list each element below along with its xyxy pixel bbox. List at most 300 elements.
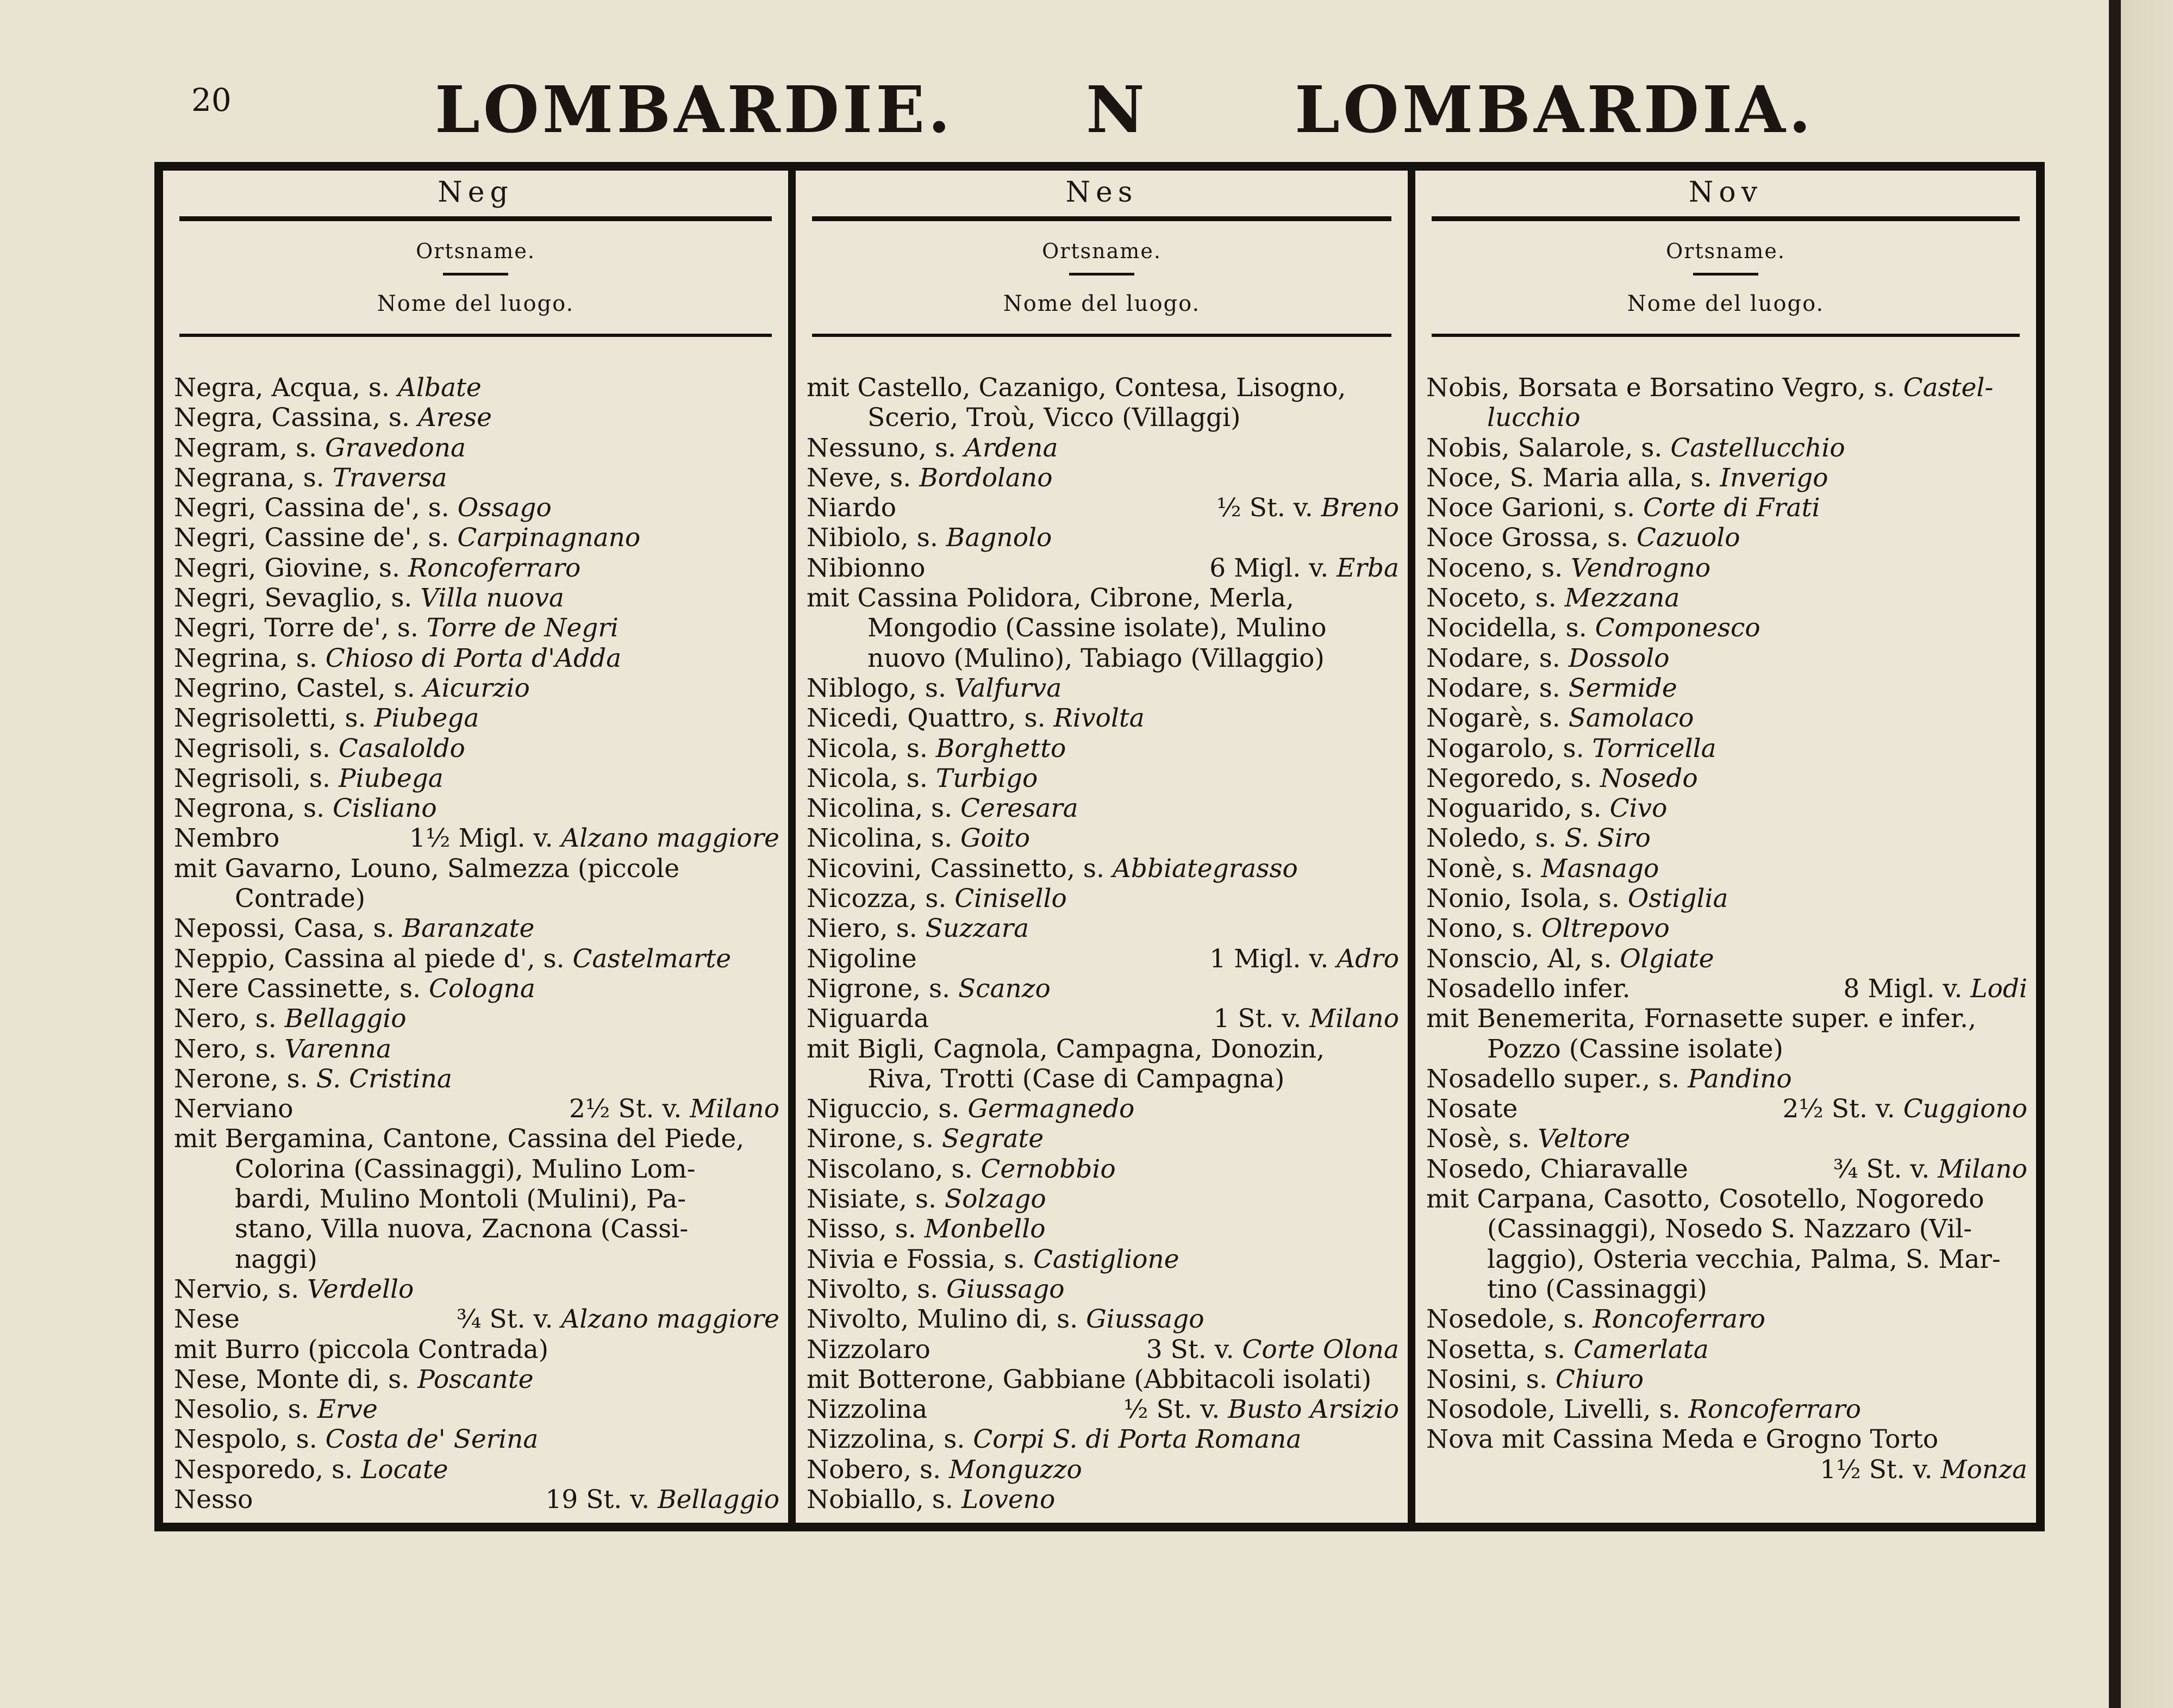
entry-row xyxy=(807,793,1399,823)
entry-row xyxy=(1426,403,2027,433)
entry-parish: Scanzo xyxy=(958,973,1051,1004)
entry-row xyxy=(174,914,779,943)
entry-place: Negrino, Castel, s. xyxy=(174,673,423,703)
entry-place: mit Bigli, Cagnola, Campagna, Donozin, xyxy=(807,1034,1325,1064)
distance-value: 2½ St. v. xyxy=(1782,1094,1903,1124)
entry-place: Nessuno, s. xyxy=(807,433,964,463)
entry-place: Nisso, s. xyxy=(807,1214,925,1244)
entry-place: bardi, Mulino Montoli (Mulini), Pa- xyxy=(235,1184,686,1215)
entry-place: mit Botterone, Gabbiane (Abbitacoli isolati) xyxy=(807,1364,1372,1394)
entry-row xyxy=(174,823,779,853)
entry-place: Nivia e Fossia, s. xyxy=(807,1244,1033,1274)
entry-row xyxy=(1426,1034,2027,1064)
entry-row xyxy=(174,1394,779,1424)
entry-place: Nosedo, Chiaravalle xyxy=(1426,1154,1688,1184)
entry-parish: Goito xyxy=(960,823,1031,854)
entry-parish: Torricella xyxy=(1592,733,1716,764)
entry-parish: Bagnolo xyxy=(946,523,1052,553)
distance-town: Cuggiono xyxy=(1903,1094,2027,1124)
entry-row xyxy=(1426,1124,2027,1154)
entry-place: mit Benemerita, Fornasette super. e infer., xyxy=(1426,1004,1977,1034)
entry-distance xyxy=(1146,1335,1399,1365)
divider xyxy=(812,334,1391,337)
entry-parish: Poscante xyxy=(417,1364,534,1394)
entry-place: Nosadello super., s. xyxy=(1426,1063,1688,1094)
entry-parish: Cernobbio xyxy=(981,1154,1116,1184)
entry-place: Negrisoli, s. xyxy=(174,763,339,793)
entry-row xyxy=(1426,643,2027,673)
distance-value: 3 St. v. xyxy=(1146,1334,1242,1365)
entry-parish: Castellucchio xyxy=(1670,433,1845,463)
distance-town: Milano xyxy=(1309,1004,1399,1034)
entry-parish: Bordolano xyxy=(919,462,1053,493)
column-subtitle-it: Nome del luogo. xyxy=(1003,291,1201,316)
entry-row xyxy=(1426,944,2027,974)
entry-row xyxy=(1426,523,2027,553)
entry-place: Nicolina, s. xyxy=(807,793,961,824)
entry-row xyxy=(1426,1244,2027,1274)
entry-row xyxy=(1426,1274,2027,1304)
distance-town: Milano xyxy=(690,1094,779,1124)
entry-parish: Albate xyxy=(397,373,482,403)
entry-place: Nicedi, Quattro, s. xyxy=(807,703,1054,734)
entry-place: naggi) xyxy=(235,1244,317,1274)
entry-place: Negram, s. xyxy=(174,433,325,463)
entry-parish: Locate xyxy=(361,1454,448,1485)
entry-parish: Sermide xyxy=(1568,673,1677,703)
entry-row xyxy=(174,1214,779,1244)
entry-place: mit Carpana, Casotto, Cosotello, Nogoredo xyxy=(1426,1184,1984,1215)
entry-place: Nibiolo, s. xyxy=(807,523,946,553)
entry-row xyxy=(174,1424,779,1454)
entry-place: Nembro xyxy=(174,823,280,854)
column-nes xyxy=(788,171,1408,1523)
entry-row xyxy=(1426,884,2027,914)
entry-distance xyxy=(1214,1004,1399,1034)
entry-place: Nicola, s. xyxy=(807,733,936,764)
distance-value: 1 Migl. v. xyxy=(1209,943,1337,974)
entry-row xyxy=(174,793,779,823)
entry-row xyxy=(1426,463,2027,493)
distance-value: 1 St. v. xyxy=(1213,1004,1310,1034)
entry-place: Nesso xyxy=(174,1484,253,1515)
entry-row xyxy=(807,1274,1399,1304)
entry-row xyxy=(807,1124,1399,1154)
entry-row xyxy=(807,1064,1399,1094)
entry-row xyxy=(1426,1335,2027,1365)
entry-parish: Borghetto xyxy=(935,733,1066,764)
entry-place: Nibionno xyxy=(807,553,926,583)
distance-town: Breno xyxy=(1321,493,1399,523)
entry-row xyxy=(1426,914,2027,943)
distance-town: Alzano maggiore xyxy=(561,823,779,854)
entry-row xyxy=(174,764,779,793)
entry-row xyxy=(174,1154,779,1184)
entry-distance xyxy=(1820,1455,2027,1485)
column-nov xyxy=(1408,171,2036,1523)
entry-distance xyxy=(545,1485,779,1515)
entry-parish: Castelmarte xyxy=(572,943,732,974)
entry-place: Nobero, s. xyxy=(807,1454,949,1485)
entry-parish: Dossolo xyxy=(1568,643,1670,673)
entry-parish: Ceresara xyxy=(960,793,1078,824)
entry-parish: Piubega xyxy=(338,763,444,793)
entry-row xyxy=(1426,764,2027,793)
entry-parish: Casaloldo xyxy=(338,733,465,764)
entry-place: Riva, Trotti (Case di Campagna) xyxy=(867,1063,1285,1094)
entry-row xyxy=(174,463,779,493)
column-title: Neg xyxy=(438,176,514,209)
entry-row xyxy=(807,1154,1399,1184)
entry-parish: Oltrepovo xyxy=(1541,914,1670,944)
entry-row xyxy=(807,553,1399,583)
entry-distance xyxy=(1209,553,1399,583)
entry-place: Negrisoletti, s. xyxy=(174,703,374,734)
entry-row xyxy=(1426,1304,2027,1334)
entry-place: Nerone, s. xyxy=(174,1063,316,1094)
entry-place: Nicozza, s. xyxy=(807,884,955,914)
distance-value: ¾ St. v. xyxy=(457,1304,561,1335)
entry-parish: Chioso di Porta d'Adda xyxy=(325,643,622,673)
entry-row xyxy=(1426,1184,2027,1214)
entry-row xyxy=(1426,613,2027,643)
entry-place: Nesolio, s. xyxy=(174,1394,317,1425)
entry-place: mit Cassina Polidora, Cibrone, Merla, xyxy=(807,583,1294,614)
entry-place: Nivolto, s. xyxy=(807,1274,947,1304)
entry-row xyxy=(174,1304,779,1334)
entry-row xyxy=(807,673,1399,703)
entry-place: Nerviano xyxy=(174,1094,294,1124)
entry-row xyxy=(807,523,1399,553)
entry-row xyxy=(174,373,779,403)
distance-value: ½ St. v. xyxy=(1216,493,1321,523)
entry-parish: Vendrogno xyxy=(1571,553,1711,583)
entry-place: Niguarda xyxy=(807,1004,929,1034)
entry-parish: Pandino xyxy=(1688,1063,1792,1094)
entry-place: Nizzolaro xyxy=(807,1334,931,1365)
column-subtitle-de: Ortsname. xyxy=(1666,239,1785,263)
entry-row xyxy=(174,1274,779,1304)
entry-distance xyxy=(1123,1394,1399,1424)
page-number: 20 xyxy=(191,82,232,118)
entry-place: Nigoline xyxy=(807,943,917,974)
entry-row xyxy=(174,643,779,673)
entry-parish: Cisliano xyxy=(332,793,437,824)
entry-place: Niardo xyxy=(807,493,897,523)
entry-place: Nervio, s. xyxy=(174,1274,308,1304)
entry-row xyxy=(807,403,1399,433)
heading-right: LOMBARDIA. xyxy=(1295,72,1814,147)
entry-row xyxy=(807,944,1399,974)
distance-town: Corte Olona xyxy=(1242,1334,1399,1365)
entry-parish: Masnago xyxy=(1541,853,1659,884)
entry-place: Nosè, s. xyxy=(1426,1124,1538,1154)
entry-parish: Loveno xyxy=(961,1484,1056,1515)
entry-place: Nobiallo, s. xyxy=(807,1484,961,1515)
entry-row xyxy=(1426,1094,2027,1124)
entry-place: mit Burro (piccola Contrada) xyxy=(174,1334,549,1365)
entry-row xyxy=(807,613,1399,643)
distance-town: Adro xyxy=(1337,943,1399,974)
entry-row xyxy=(174,703,779,733)
entry-place: Nirone, s. xyxy=(807,1124,942,1154)
entry-row xyxy=(174,1244,779,1274)
entry-row xyxy=(1426,373,2027,403)
entry-parish: Arese xyxy=(417,403,492,433)
entry-place: Negrana, s. xyxy=(174,462,333,493)
entry-place: Nobis, Salarole, s. xyxy=(1426,433,1671,463)
entry-row xyxy=(807,914,1399,943)
entry-parish: Traversa xyxy=(332,462,447,493)
entry-place: Nosetta, s. xyxy=(1426,1334,1574,1365)
entry-place: Nosadello infer. xyxy=(1426,973,1631,1004)
entry-row xyxy=(807,884,1399,914)
entry-row xyxy=(807,823,1399,853)
entry-parish: Carpinagnano xyxy=(457,523,641,553)
distance-town: Lodi xyxy=(1970,973,2027,1004)
distance-value: 2½ St. v. xyxy=(569,1094,690,1124)
entry-row xyxy=(174,1335,779,1365)
entry-place: Nicola, s. xyxy=(807,763,936,793)
entry-place: Nonio, Isola, s. xyxy=(1426,884,1628,914)
entry-place: Nivolto, Mulino di, s. xyxy=(807,1304,1086,1335)
distance-value: 1½ Migl. v. xyxy=(409,823,561,854)
entry-place: Negri, Sevaglio, s. xyxy=(174,583,421,614)
entry-row xyxy=(174,1064,779,1094)
entry-row xyxy=(174,1124,779,1154)
entry-row xyxy=(1426,1394,2027,1424)
entry-parish: Rivolta xyxy=(1053,703,1145,734)
entry-place: Noceto, s. xyxy=(1426,583,1565,614)
entry-parish: Cologna xyxy=(428,973,535,1004)
entry-parish: S. Cristina xyxy=(316,1063,452,1094)
entry-list xyxy=(1426,373,2027,1485)
entry-row xyxy=(1426,1004,2027,1034)
divider xyxy=(1693,273,1758,276)
entry-row xyxy=(174,613,779,643)
entry-place: Negrona, s. xyxy=(174,793,333,824)
entry-row xyxy=(174,1365,779,1394)
entry-row xyxy=(807,1455,1399,1485)
entry-row xyxy=(174,1455,779,1485)
entry-parish: Camerlata xyxy=(1573,1334,1709,1365)
divider xyxy=(179,216,772,221)
entry-place: Nicovini, Cassinetto, s. xyxy=(807,853,1113,884)
entry-parish: Nosedo xyxy=(1600,763,1698,793)
entry-parish: Villa nuova xyxy=(420,583,564,614)
entry-row xyxy=(807,1424,1399,1454)
entry-distance xyxy=(1833,1154,2027,1184)
distance-town: Milano xyxy=(1938,1154,2027,1184)
entry-row xyxy=(807,1485,1399,1515)
entry-place: Negrina, s. xyxy=(174,643,326,673)
entry-place: tino (Cassinaggi) xyxy=(1487,1274,1707,1304)
entry-parish: S. Siro xyxy=(1564,823,1651,854)
entry-parish: Monguzzo xyxy=(948,1454,1082,1485)
entry-row xyxy=(1426,553,2027,583)
entry-parish: Roncoferraro xyxy=(408,553,581,583)
entry-row xyxy=(807,1094,1399,1124)
entry-place: mit Gavarno, Louno, Salmezza (piccole xyxy=(174,853,680,884)
entry-place: Nono, s. xyxy=(1426,914,1541,944)
entry-parish: Inverigo xyxy=(1720,462,1828,493)
entry-parish: Ostiglia xyxy=(1627,884,1728,914)
entry-parish: Abbiategrasso xyxy=(1112,853,1298,884)
entry-row xyxy=(807,974,1399,1004)
entry-place: Nisiate, s. xyxy=(807,1184,945,1215)
entry-parish: lucchio xyxy=(1487,403,1581,433)
column-neg xyxy=(163,171,788,1523)
entry-place: Nogarolo, s. xyxy=(1426,733,1593,764)
entry-row xyxy=(174,1004,779,1034)
entry-place: Noce Garioni, s. xyxy=(1426,493,1644,523)
entry-parish: Baranzate xyxy=(402,914,535,944)
entry-parish: Piubega xyxy=(374,703,479,734)
entry-place: Negri, Giovine, s. xyxy=(174,553,408,583)
divider xyxy=(179,334,772,337)
entry-parish: Corte di Frati xyxy=(1643,493,1820,523)
entry-row xyxy=(174,1485,779,1515)
entry-row xyxy=(174,493,779,523)
entry-place: Negra, Cassina, s. xyxy=(174,403,418,433)
entry-place: Nespolo, s. xyxy=(174,1424,326,1455)
entry-row xyxy=(174,854,779,884)
entry-parish: Verdello xyxy=(307,1274,414,1304)
distance-town: Bellaggio xyxy=(658,1484,779,1515)
entry-parish: Giussago xyxy=(946,1274,1065,1304)
entry-row xyxy=(1426,673,2027,703)
entry-row xyxy=(807,1335,1399,1365)
entry-place: Nese, Monte di, s. xyxy=(174,1364,418,1394)
entry-place: Nicolina, s. xyxy=(807,823,961,854)
entry-parish: Samolaco xyxy=(1568,703,1694,734)
entry-row xyxy=(174,403,779,433)
entry-place: Contrade) xyxy=(235,884,366,914)
entry-row xyxy=(174,1184,779,1214)
entry-place: Nero, s. xyxy=(174,1004,285,1034)
entry-row xyxy=(807,1244,1399,1274)
entry-distance xyxy=(457,1304,779,1334)
entry-parish: Varenna xyxy=(284,1034,392,1064)
entry-place: Scerio, Troù, Vicco (Villaggi) xyxy=(867,403,1241,433)
entry-parish: Mezzana xyxy=(1564,583,1680,614)
entry-row xyxy=(1426,1154,2027,1184)
entry-place: Nosodole, Livelli, s. xyxy=(1426,1394,1689,1425)
entry-place: Nere Cassinette, s. xyxy=(174,973,429,1004)
entry-place: Noce Grossa, s. xyxy=(1426,523,1637,553)
entry-row xyxy=(807,1365,1399,1394)
entry-place: Nobis, Borsata e Borsatino Vegro, s. xyxy=(1426,373,1903,403)
column-subtitle-de: Ortsname. xyxy=(1042,239,1162,263)
entry-parish: Castel- xyxy=(1903,373,1994,403)
entry-place: Colorina (Cassinaggi), Mulino Lom- xyxy=(235,1154,696,1184)
distance-value: 6 Migl. v. xyxy=(1209,553,1337,583)
entry-row xyxy=(174,734,779,764)
entry-parish: Veltore xyxy=(1538,1124,1631,1154)
divider xyxy=(1432,334,2020,337)
entry-parish: Turbigo xyxy=(935,763,1038,793)
entry-place: (Cassinaggi), Nosedo S. Nazzaro (Vil- xyxy=(1487,1214,1972,1244)
entry-parish: Componesco xyxy=(1595,613,1760,643)
entry-parish: Erve xyxy=(317,1394,378,1425)
entry-parish: Chiuro xyxy=(1555,1364,1644,1394)
entry-place: Nodare, s. xyxy=(1426,643,1569,673)
distance-town: Busto Arsizio xyxy=(1228,1394,1399,1425)
distance-value: 8 Migl. v. xyxy=(1843,973,1971,1004)
distance-town: Erba xyxy=(1337,553,1399,583)
entry-place: Noledo, s. xyxy=(1426,823,1565,854)
entry-place: Nesporedo, s. xyxy=(174,1454,361,1485)
entry-row xyxy=(807,703,1399,733)
entry-place: Nosate xyxy=(1426,1094,1518,1124)
entry-place: Niblogo, s. xyxy=(807,673,954,703)
entry-parish: Cinisello xyxy=(954,884,1067,914)
entry-row xyxy=(807,1304,1399,1334)
entry-parish: Olgiate xyxy=(1620,943,1714,974)
entry-parish: Corpi S. di Porta Romana xyxy=(973,1424,1302,1455)
entry-row xyxy=(807,1184,1399,1214)
entry-place: Nero, s. xyxy=(174,1034,285,1064)
entry-place: Nova mit Cassina Meda e Grogno Torto xyxy=(1426,1424,1939,1455)
entry-place: Nonscio, Al, s. xyxy=(1426,943,1620,974)
entry-parish: Bellaggio xyxy=(284,1004,407,1034)
heading-left: LOMBARDIE. xyxy=(435,72,954,147)
divider xyxy=(812,216,1391,221)
heading-center: N xyxy=(1086,72,1148,147)
entry-place: Negoredo, s. xyxy=(1426,763,1600,793)
entry-distance xyxy=(1782,1094,2027,1124)
column-subtitle-it: Nome del luogo. xyxy=(377,291,575,316)
entry-distance xyxy=(569,1094,779,1124)
entry-row xyxy=(807,373,1399,403)
entry-list xyxy=(807,373,1399,1515)
entry-place: stano, Villa nuova, Zacnona (Cassi- xyxy=(235,1214,689,1244)
entry-distance xyxy=(409,823,779,853)
entry-row xyxy=(174,553,779,583)
entry-distance xyxy=(1209,944,1399,974)
register-table xyxy=(154,162,2045,1531)
entry-row xyxy=(1426,433,2027,463)
entry-row xyxy=(807,433,1399,463)
entry-place: Pozzo (Cassine isolate) xyxy=(1487,1034,1783,1064)
entry-place: Noguarido, s. xyxy=(1426,793,1610,824)
entry-row xyxy=(1426,1424,2027,1454)
entry-row xyxy=(807,1214,1399,1244)
entry-place: mit Castello, Cazanigo, Contesa, Lisogno, xyxy=(807,373,1346,403)
entry-place: Niguccio, s. xyxy=(807,1094,968,1124)
entry-parish: Monbello xyxy=(924,1214,1046,1244)
entry-place: mit Bergamina, Cantone, Cassina del Piede, xyxy=(174,1124,745,1154)
distance-value: 1½ St. v. xyxy=(1820,1454,1941,1485)
distance-town: Monza xyxy=(1940,1454,2027,1485)
entry-row xyxy=(807,734,1399,764)
entry-place: Noce, S. Maria alla, s. xyxy=(1426,462,1720,493)
distance-value: 19 St. v. xyxy=(545,1484,658,1515)
entry-place: Neve, s. xyxy=(807,462,920,493)
entry-list xyxy=(174,373,779,1515)
entry-row xyxy=(1426,793,2027,823)
entry-parish: Costa de' Serina xyxy=(325,1424,539,1455)
entry-place: Niero, s. xyxy=(807,914,926,944)
entry-row xyxy=(174,944,779,974)
entry-parish: Roncoferraro xyxy=(1688,1394,1862,1425)
entry-row xyxy=(1426,493,2027,523)
divider xyxy=(1432,216,2020,221)
entry-parish: Ossago xyxy=(457,493,552,523)
entry-row xyxy=(807,1034,1399,1064)
entry-distance xyxy=(1216,493,1399,523)
divider xyxy=(1069,273,1134,276)
